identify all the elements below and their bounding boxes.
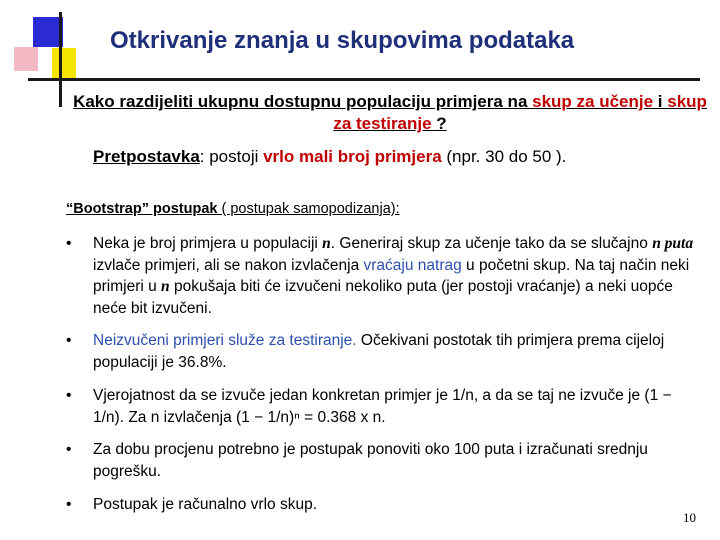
bullet-icon: • [66,496,72,513]
bootstrap-subtitle: ( postupak samopodizanja): [217,201,400,217]
slide-title: Otkrivanje znanja u skupovima podataka [110,27,575,54]
title-underline-rule [28,78,700,81]
emphasis-n-times: n puta [652,235,694,252]
variable-n: n [322,235,331,252]
decor-pink-square [14,47,38,71]
text-run: Očekivani postotak tih primjera prema cijeloj populaciji je 36.8%. [93,332,665,371]
question-part: ? [431,114,447,133]
variable-n: n [161,278,170,295]
bullet-text: Postupak je računalno vrlo skup. [93,496,318,513]
hypothesis-emphasis: vrlo mali broj primjera [263,147,442,166]
hypothesis-label: Pretpostavka [93,147,200,166]
bullet-icon: • [66,441,72,458]
question-test-set: skup za testiranje [333,92,707,133]
decor-yellow-square [52,48,76,80]
question-part: Kako razdijeliti ukupnu dostupnu populaciju primjera na [73,92,533,111]
bullet-text [93,330,698,373]
question-training-set: skup za učenje [532,92,654,111]
bootstrap-heading [66,201,400,217]
bullet-text [93,233,698,319]
hypothesis-text: (npr. 30 do 50 ). [441,147,567,166]
bootstrap-name: “Bootstrap” postupak [66,201,218,217]
bullet-text: Za dobu procjenu potrebno je postupak ponoviti oko 100 puta i izračunati srednju pogrešku. [93,441,648,480]
emphasis-test-usage: Neizvučeni primjeri služe za testiranje. [93,332,357,349]
decor-vertical-line [59,12,62,107]
bullet-icon: • [66,235,72,252]
emphasis-returned: vraćaju natrag [363,256,462,274]
hypothesis-text: : postoji [199,147,264,166]
text-run: pokušaja biti će izvučeni nekoliko puta (jer postoji vraćanje) a neki uopće neće bit izvučeni. [93,278,673,317]
text-run: . Generiraj skup za učenje tako da se slučajno [330,235,653,252]
question-part: i [653,92,668,111]
text-run: u početni skup. Na taj način neki primjeri u [93,256,690,295]
text-run: Neka je broj primjera u populaciji [93,235,323,252]
question-text [70,91,710,135]
bullet-icon: • [66,332,72,349]
bullet-icon: • [66,387,72,404]
text-run: izvlače primjeri, ali se nakon izvlačenja [93,256,364,274]
hypothesis-line [93,147,713,167]
page-number: 10 [683,510,696,525]
bullet-text: Vjerojatnost da se izvuče jedan konkretan primjer je 1/n, a da se taj ne izvuče je (1 − 1/n). Za n izvlačenja (1 − 1/n)ⁿ = 0.368 x n. [93,387,672,426]
